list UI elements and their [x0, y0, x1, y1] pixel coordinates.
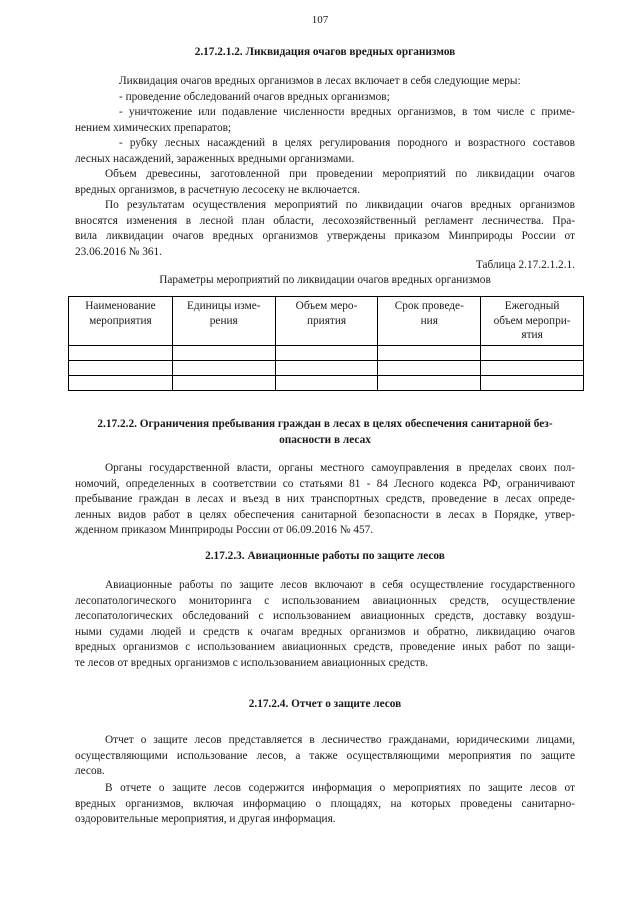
table-cell	[69, 375, 173, 390]
paragraph-restrictions	[75, 461, 575, 539]
table-cell	[481, 360, 584, 375]
text-line: Органы государственной власти, органы местного самоуправления в пределах своих пол-	[105, 462, 575, 474]
table-header-cell	[378, 297, 481, 346]
text-line: - уничтожение или подавление численности вредных организмов, в том числе с приме-	[119, 106, 575, 118]
section-title-2-17-2-4: 2.17.2.4. Отчет о защите лесов	[248, 698, 402, 710]
header-line: Единицы изме-	[186, 300, 261, 312]
text-line: По результатам осуществления мероприятий по ликвидации очагов вредных организмов	[105, 199, 575, 211]
table-caption: Параметры мероприятий по ликвидации очагов вредных организмов	[159, 274, 491, 286]
section-title-2-17-2-3: 2.17.2.3. Авиационные работы по защите лесов	[205, 550, 445, 562]
table-header-cell	[275, 297, 378, 346]
table-row	[69, 360, 584, 375]
page-number: 107	[311, 14, 329, 26]
text-line: лесных насаждений, зараженных вредными организмами.	[75, 152, 355, 165]
paragraph-results	[75, 198, 575, 260]
table-header-cell	[172, 297, 275, 346]
text-line: жденном приказом Минприроды России от 06.09.2016 № 457.	[75, 524, 374, 536]
header-line: рения	[209, 314, 238, 327]
table-cell	[172, 345, 275, 360]
header-line: Срок проведе-	[394, 300, 464, 312]
table-cell	[69, 360, 173, 375]
text-line: Авиационные работы по защите лесов включают в себя осуществление государственного	[105, 579, 575, 591]
section-title-2-17-2-1-2: 2.17.2.1.2. Ликвидация очагов вредных организмов	[194, 46, 456, 58]
text-line: нением химических препаратов;	[75, 121, 232, 134]
table-row	[69, 345, 584, 360]
text-line: вила ликвидации очагов вредных организмов утверждены приказом Минприроды России от	[75, 230, 575, 242]
table-cell	[275, 375, 378, 390]
table-cell	[481, 345, 584, 360]
text-line: Объем древесины, заготовленной при проведении мероприятий по ликвидации очагов	[105, 168, 575, 180]
paragraph-wood-volume	[75, 167, 575, 198]
table-row	[69, 375, 584, 390]
text-line: вредных организмов, в расчетную лесосеку не включается.	[75, 183, 361, 196]
header-line: Наименование	[85, 300, 156, 312]
text-line: те лесов от вредных организмов с использованием авиационных средств.	[75, 656, 429, 669]
text-line: вредных организмов, включая информацию о площадях, на которых проведены санитарно-	[75, 797, 575, 810]
table-label: Таблица 2.17.2.1.2.1.	[475, 259, 575, 271]
title-line: опасности в лесах	[279, 434, 371, 446]
text-line: вредных организмов с использованием авиационных средств, проведение иных работ по защи-	[75, 641, 575, 653]
header-line: объем меропри-	[493, 314, 571, 327]
table-cell	[69, 345, 173, 360]
table-cell	[275, 360, 378, 375]
text-line: Ликвидация очагов вредных организмов в лесах включает в себя следующие меры:	[119, 75, 521, 87]
paragraph-report-content	[75, 781, 575, 828]
title-line: 2.17.2.2. Ограничения пребывания граждан в лесах в целях обеспечения санитарной без-	[97, 418, 553, 430]
header-line: мероприятия	[89, 314, 152, 327]
text-line: - проведение обследований очагов вредных организмов;	[119, 90, 390, 103]
text-line: ленных видов работ в целях обеспечения санитарной безопасности в лесах в Порядке, утвер-	[75, 508, 575, 521]
text-line: лесопатологических обследований с использованием авиационных средств, доставку воздуш-	[75, 610, 575, 622]
table-cell	[172, 360, 275, 375]
text-line: - рубку лесных насаждений в целях регулирования породного и возрастного составов	[119, 137, 575, 149]
paragraph-report	[75, 733, 575, 780]
section-title-2-17-2-2	[75, 416, 575, 448]
header-line: Объем меро-	[295, 300, 358, 312]
table-header-cell	[69, 297, 173, 346]
table-cell	[172, 375, 275, 390]
text-line: осуществляющими использование лесов, а также осуществляющими мероприятия по защите	[75, 749, 575, 762]
text-line: оздоровительные мероприятия, и другая информация.	[75, 813, 336, 825]
text-line: пребывание граждан в лесах и въезд в них транспортных средств, проведение в лесах опреде-	[75, 493, 575, 505]
text-line: номочий, определенных в соответствии со статьями 81 - 84 Лесного кодекса РФ, ограничивают	[75, 477, 575, 490]
table-cell	[275, 345, 378, 360]
table-header-row	[69, 297, 584, 346]
table-cell	[378, 375, 481, 390]
table-cell	[378, 345, 481, 360]
table-cell	[481, 375, 584, 390]
paragraph-measures-list	[75, 74, 575, 167]
text-line: Отчет о защите лесов представляется в лесничество гражданами, юридическими лицами,	[105, 734, 575, 746]
header-line: Ежегодный	[504, 300, 560, 312]
text-line: вносятся изменения в лесной план области, лесохозяйственный регламент лесничества. Пра-	[75, 214, 575, 227]
header-line: приятия	[306, 314, 347, 327]
text-line: лесов.	[75, 765, 105, 777]
table-cell	[378, 360, 481, 375]
text-line: ными судами людей и средств к очагам вредных организмов и обратно, ликвидацию очагов	[75, 625, 575, 638]
header-line: ния	[420, 314, 438, 327]
table-header-cell	[481, 297, 584, 346]
text-line: В отчете о защите лесов содержится информация о мероприятиях по защите лесов от	[105, 782, 575, 794]
text-line: лесопатологического мониторинга с использованием авиационных средств, осуществление	[75, 594, 575, 607]
header-line: ятия	[521, 329, 543, 341]
text-line: 23.06.2016 № 361.	[75, 245, 163, 258]
paragraph-aviation	[75, 578, 575, 671]
parameters-table	[68, 296, 584, 391]
